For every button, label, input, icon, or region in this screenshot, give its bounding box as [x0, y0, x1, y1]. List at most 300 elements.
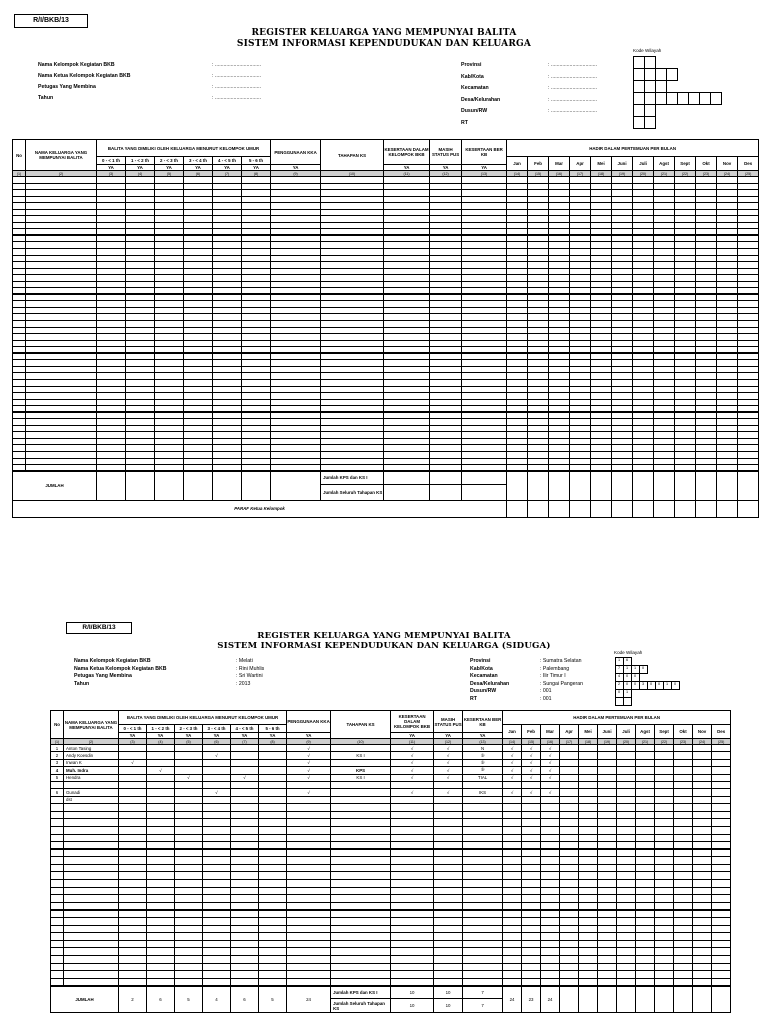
- attendance-mark: [541, 781, 560, 788]
- table-cell: [64, 948, 119, 956]
- table-cell: [712, 880, 731, 888]
- table-cell: [636, 880, 655, 888]
- table-cell: [541, 925, 560, 933]
- table-cell: [560, 978, 579, 986]
- attendance-mark: [579, 774, 598, 781]
- kka-mark: √: [287, 752, 331, 759]
- kode-wilayah-digit: 1: [665, 681, 669, 686]
- table-cell: [51, 826, 64, 834]
- table-cell: [51, 956, 64, 964]
- table-cell: [693, 834, 712, 842]
- kka-mark: √: [287, 759, 331, 766]
- age-group-mark: [147, 796, 175, 803]
- column-index: (25): [712, 739, 731, 745]
- table-cell: [655, 925, 674, 933]
- table-cell: [331, 978, 391, 986]
- table-cell: [522, 895, 541, 903]
- table-cell: [503, 910, 522, 918]
- table-cell: [51, 819, 64, 827]
- col-header-month: Nov: [693, 725, 712, 739]
- attendance-total: [560, 986, 579, 1013]
- table-cell: [434, 895, 463, 903]
- table-cell: [147, 971, 175, 979]
- age-group-total: [184, 471, 213, 500]
- paraf-cell: [696, 500, 717, 517]
- col-header-ya: YA: [271, 165, 321, 171]
- table-cell: [560, 902, 579, 910]
- table-cell: [147, 925, 175, 933]
- attendance-mark: [712, 789, 731, 796]
- attendance-total: [528, 471, 549, 500]
- table-cell: [175, 940, 203, 948]
- row-number: 5: [51, 774, 64, 781]
- table-cell: [598, 887, 617, 895]
- table-cell: [579, 956, 598, 964]
- table-cell: [231, 804, 259, 812]
- table-cell: [617, 849, 636, 857]
- attendance-total: [507, 471, 528, 500]
- pus-mark: √: [434, 774, 463, 781]
- col-header-ya: YA: [175, 733, 203, 739]
- column-index: (17): [570, 171, 591, 177]
- table-cell: [674, 880, 693, 888]
- table-cell: [434, 963, 463, 971]
- table-cell: [434, 826, 463, 834]
- table-cell: [541, 895, 560, 903]
- attendance-mark: [598, 767, 617, 774]
- table-cell: [119, 819, 147, 827]
- table-cell: [203, 948, 231, 956]
- table-cell: [147, 872, 175, 880]
- table-cell: [463, 918, 503, 926]
- table-cell: [259, 933, 287, 941]
- table-cell: [541, 918, 560, 926]
- kode-wilayah-digit: 0: [625, 673, 629, 678]
- table-cell: [579, 864, 598, 872]
- age-group-mark: [175, 789, 203, 796]
- attendance-mark: [674, 781, 693, 788]
- attendance-total: [549, 471, 570, 500]
- attendance-mark: [655, 774, 674, 781]
- kka-mark: √: [287, 774, 331, 781]
- table-cell: [287, 933, 331, 941]
- col-header-nama: NAMA KELUARGA YANG MEMPUNYAI BALITA: [64, 711, 119, 739]
- table-cell: [463, 948, 503, 956]
- table-cell: [434, 948, 463, 956]
- table-cell: [331, 925, 391, 933]
- table-cell: [231, 910, 259, 918]
- table-cell: [541, 971, 560, 979]
- table-cell: [560, 826, 579, 834]
- column-index: (10): [331, 739, 391, 745]
- table-cell: [579, 940, 598, 948]
- table-cell: [434, 804, 463, 812]
- table-cell: [598, 956, 617, 964]
- table-cell: [522, 826, 541, 834]
- table-row: [51, 842, 731, 850]
- attendance-mark: [693, 789, 712, 796]
- field-label: RT: [470, 695, 477, 702]
- col-header-ya: YA: [119, 733, 147, 739]
- column-index: (14): [503, 739, 522, 745]
- table-cell: [674, 857, 693, 865]
- family-name: Gunadi: [64, 789, 119, 796]
- table-cell: [259, 864, 287, 872]
- table-cell: [64, 902, 119, 910]
- table-row: [51, 918, 731, 926]
- table-cell: [331, 849, 391, 857]
- col-header-month: Jan: [503, 725, 522, 739]
- col-header-month: Feb: [528, 157, 549, 171]
- table-cell: [560, 819, 579, 827]
- table-cell: [655, 963, 674, 971]
- table-row: [51, 849, 731, 857]
- col-header-ya: YA: [213, 165, 242, 171]
- attendance-mark: [560, 796, 579, 803]
- age-group-mark: [203, 767, 231, 774]
- table-cell: [579, 826, 598, 834]
- col-header-pus: MASIH STATUS PUS: [430, 140, 462, 165]
- table-cell: [51, 872, 64, 880]
- attendance-mark: [617, 789, 636, 796]
- table-cell: [598, 819, 617, 827]
- table-cell: [598, 895, 617, 903]
- attendance-total: [598, 986, 617, 1013]
- col-header-age-group: 2 - < 3 th: [155, 157, 184, 165]
- table-cell: [598, 925, 617, 933]
- table-cell: [712, 857, 731, 865]
- table-cell: [693, 902, 712, 910]
- age-group-mark: [119, 796, 147, 803]
- field-value: : Ilir Timur I: [540, 673, 566, 679]
- col-header-kka: PENGGUNAAN KKA: [271, 140, 321, 165]
- age-group-mark: [119, 745, 147, 752]
- age-group-mark: [231, 759, 259, 766]
- attendance-mark: [636, 774, 655, 781]
- table-cell: [64, 811, 119, 819]
- table-row: [51, 819, 731, 827]
- attendance-total: [717, 471, 738, 500]
- kb-total: [462, 484, 507, 500]
- table-cell: [655, 819, 674, 827]
- table-cell: [331, 971, 391, 979]
- table-cell: [693, 940, 712, 948]
- table-cell: [541, 933, 560, 941]
- table-row: [51, 759, 731, 766]
- col-header-month: Des: [712, 725, 731, 739]
- table-cell: [64, 804, 119, 812]
- jumlah-kps-label: Jumlah KPS dan KS I: [331, 986, 391, 999]
- field-value: : Sri Wartini: [236, 673, 263, 679]
- bkb-total: [384, 484, 430, 500]
- table-cell: [231, 849, 259, 857]
- kb-mark: [463, 796, 503, 803]
- table-cell: [64, 918, 119, 926]
- age-group-mark: [175, 781, 203, 788]
- col-header-ya: YA: [430, 165, 462, 171]
- table-cell: [560, 887, 579, 895]
- table-cell: [434, 902, 463, 910]
- kode-wilayah-digit: 2: [617, 681, 621, 686]
- age-group-mark: [147, 759, 175, 766]
- col-header-age-group: 3 - < 4 th: [184, 157, 213, 165]
- table-cell: [203, 880, 231, 888]
- table-cell: [522, 857, 541, 865]
- table-row: [51, 948, 731, 956]
- table-cell: [674, 864, 693, 872]
- table-cell: [287, 842, 331, 850]
- table-cell: [119, 910, 147, 918]
- table-cell: [636, 887, 655, 895]
- kb-total: 7: [463, 986, 503, 999]
- table-cell: [287, 918, 331, 926]
- table-cell: [147, 864, 175, 872]
- table-cell: [541, 887, 560, 895]
- table-cell: [203, 834, 231, 842]
- age-group-total: 5: [259, 986, 287, 1013]
- table-cell: [147, 826, 175, 834]
- table-cell: [541, 834, 560, 842]
- table-cell: [203, 963, 231, 971]
- attendance-mark: [712, 774, 731, 781]
- attendance-mark: √: [522, 789, 541, 796]
- age-group-mark: [147, 745, 175, 752]
- table-cell: [259, 895, 287, 903]
- table-cell: [287, 834, 331, 842]
- table-cell: [175, 819, 203, 827]
- kode-wilayah-digit: 0: [649, 681, 653, 686]
- attendance-mark: [712, 796, 731, 803]
- col-header-ya: YA: [126, 165, 155, 171]
- table-cell: [617, 925, 636, 933]
- table-row: [51, 872, 731, 880]
- table-cell: [674, 918, 693, 926]
- table-cell: [503, 880, 522, 888]
- table-cell: [617, 887, 636, 895]
- table-cell: [522, 880, 541, 888]
- paraf-cell: [570, 500, 591, 517]
- table-cell: [231, 956, 259, 964]
- form-title: REGISTER KELUARGA YANG MEMPUNYAI BALITA: [251, 28, 517, 38]
- table-cell: [434, 910, 463, 918]
- table-cell: [560, 910, 579, 918]
- age-group-mark: [259, 796, 287, 803]
- table-cell: [617, 918, 636, 926]
- col-header-month: Apr: [570, 157, 591, 171]
- column-index: (5): [175, 739, 203, 745]
- col-header-age-group: 5 - 6 th: [259, 725, 287, 733]
- table-cell: [693, 895, 712, 903]
- table-cell: [175, 864, 203, 872]
- table-cell: [203, 842, 231, 850]
- attendance-mark: [560, 767, 579, 774]
- field-label: Kab/Kota: [461, 73, 484, 80]
- table-cell: [119, 804, 147, 812]
- col-header-kb: KESERTAAN BER KB: [463, 711, 503, 733]
- table-cell: [636, 811, 655, 819]
- table-cell: [560, 963, 579, 971]
- field-label: Nama Ketua Kelompok Kegiatan BKB: [38, 73, 131, 79]
- age-group-mark: [259, 774, 287, 781]
- table-cell: [693, 849, 712, 857]
- table-cell: [51, 940, 64, 948]
- table-cell: [579, 811, 598, 819]
- table-cell: [175, 963, 203, 971]
- table-cell: [434, 834, 463, 842]
- table-cell: [560, 895, 579, 903]
- age-group-mark: [147, 774, 175, 781]
- field-label: Petugas Yang Membina: [74, 673, 132, 679]
- table-row: [51, 864, 731, 872]
- table-cell: [287, 948, 331, 956]
- attendance-mark: [579, 745, 598, 752]
- table-cell: [463, 956, 503, 964]
- row-number: 6: [51, 789, 64, 796]
- table-cell: [541, 819, 560, 827]
- table-cell: [560, 872, 579, 880]
- age-group-mark: [203, 781, 231, 788]
- table-cell: [636, 872, 655, 880]
- attendance-total: 23: [522, 986, 541, 1013]
- table-cell: [259, 819, 287, 827]
- table-cell: [203, 925, 231, 933]
- table-cell: [712, 864, 731, 872]
- kode-wilayah-label: Kode Wilayah: [633, 48, 662, 53]
- attendance-total: [712, 986, 731, 1013]
- table-cell: [579, 910, 598, 918]
- kode-wilayah-digit: 1: [617, 657, 621, 662]
- table-cell: [579, 804, 598, 812]
- attendance-mark: √: [522, 767, 541, 774]
- table-cell: [231, 925, 259, 933]
- col-header-month: Juni: [612, 157, 633, 171]
- table-cell: [147, 819, 175, 827]
- column-index: (14): [507, 171, 528, 177]
- table-row: [51, 978, 731, 986]
- age-group-mark: [231, 745, 259, 752]
- table-cell: [560, 971, 579, 979]
- table-cell: [203, 971, 231, 979]
- table-cell: [64, 978, 119, 986]
- table-cell: [203, 819, 231, 827]
- column-index: (15): [528, 171, 549, 177]
- table-row: [51, 895, 731, 903]
- table-cell: [712, 918, 731, 926]
- attendance-mark: [693, 759, 712, 766]
- table-cell: [231, 826, 259, 834]
- attendance-mark: [503, 796, 522, 803]
- table-cell: [598, 872, 617, 880]
- table-cell: [674, 971, 693, 979]
- bkb-mark: √: [391, 789, 434, 796]
- table-cell: [203, 940, 231, 948]
- col-header-age-group: 3 - < 4 th: [203, 725, 231, 733]
- table-cell: [522, 910, 541, 918]
- age-group-mark: [175, 767, 203, 774]
- kode-wilayah-digit: 0: [673, 681, 677, 686]
- table-cell: [147, 978, 175, 986]
- table-cell: [674, 826, 693, 834]
- attendance-total: [636, 986, 655, 1013]
- attendance-mark: [617, 774, 636, 781]
- table-cell: [541, 948, 560, 956]
- col-header-month: Apr: [560, 725, 579, 739]
- table-cell: [617, 940, 636, 948]
- age-group-mark: [259, 745, 287, 752]
- age-group-mark: [231, 752, 259, 759]
- table-cell: [331, 857, 391, 865]
- age-group-total: [97, 471, 126, 500]
- column-index: (1): [13, 171, 26, 177]
- table-cell: [579, 819, 598, 827]
- table-cell: [51, 834, 64, 842]
- table-cell: [64, 956, 119, 964]
- table-cell: [503, 864, 522, 872]
- table-cell: [231, 918, 259, 926]
- attendance-mark: √: [503, 759, 522, 766]
- attendance-total: [675, 471, 696, 500]
- age-group-mark: [119, 774, 147, 781]
- col-header-month: Nov: [717, 157, 738, 171]
- attendance-total: [591, 471, 612, 500]
- table-cell: [712, 872, 731, 880]
- table-cell: [203, 902, 231, 910]
- table-cell: [655, 872, 674, 880]
- table-cell: [259, 940, 287, 948]
- table-cell: [693, 948, 712, 956]
- table-cell: [503, 895, 522, 903]
- form-subtitle: SISTEM INFORMASI KEPENDUDUKAN DAN KELUARGA (SIDUGA): [217, 641, 551, 651]
- table-cell: [331, 811, 391, 819]
- kb-mark: ⑤: [463, 752, 503, 759]
- tahapan-ks: [331, 759, 391, 766]
- table-cell: [674, 819, 693, 827]
- age-group-mark: [259, 781, 287, 788]
- field-value: : ................................: [548, 73, 598, 80]
- table-cell: [434, 933, 463, 941]
- table-cell: [175, 925, 203, 933]
- kode-wilayah-box: [623, 697, 632, 706]
- table-cell: [712, 902, 731, 910]
- table-cell: [331, 963, 391, 971]
- bkb-mark: [391, 796, 434, 803]
- table-cell: [259, 857, 287, 865]
- table-cell: [503, 872, 522, 880]
- field-value: : Rini Muhlis: [236, 665, 265, 672]
- col-header-age-group: 5 - 6 th: [242, 157, 271, 165]
- table-cell: [503, 887, 522, 895]
- table-cell: [617, 948, 636, 956]
- table-cell: [147, 948, 175, 956]
- table-cell: [598, 826, 617, 834]
- column-index: (15): [522, 739, 541, 745]
- table-cell: [287, 971, 331, 979]
- family-name: Anton Tasing: [64, 745, 119, 752]
- kka-total: 24: [287, 986, 331, 1013]
- table-cell: [287, 804, 331, 812]
- table-cell: [522, 918, 541, 926]
- attendance-mark: [617, 759, 636, 766]
- table-cell: [391, 963, 434, 971]
- age-group-mark: [175, 745, 203, 752]
- row-number: 3: [51, 759, 64, 766]
- jumlah-seluruh-label: Jumlah Seluruh Tahapan KS: [331, 999, 391, 1013]
- table-cell: [560, 925, 579, 933]
- kode-wilayah-digit: 0: [641, 665, 645, 670]
- age-group-mark: √: [203, 789, 231, 796]
- table-cell: [51, 963, 64, 971]
- attendance-total: [579, 986, 598, 1013]
